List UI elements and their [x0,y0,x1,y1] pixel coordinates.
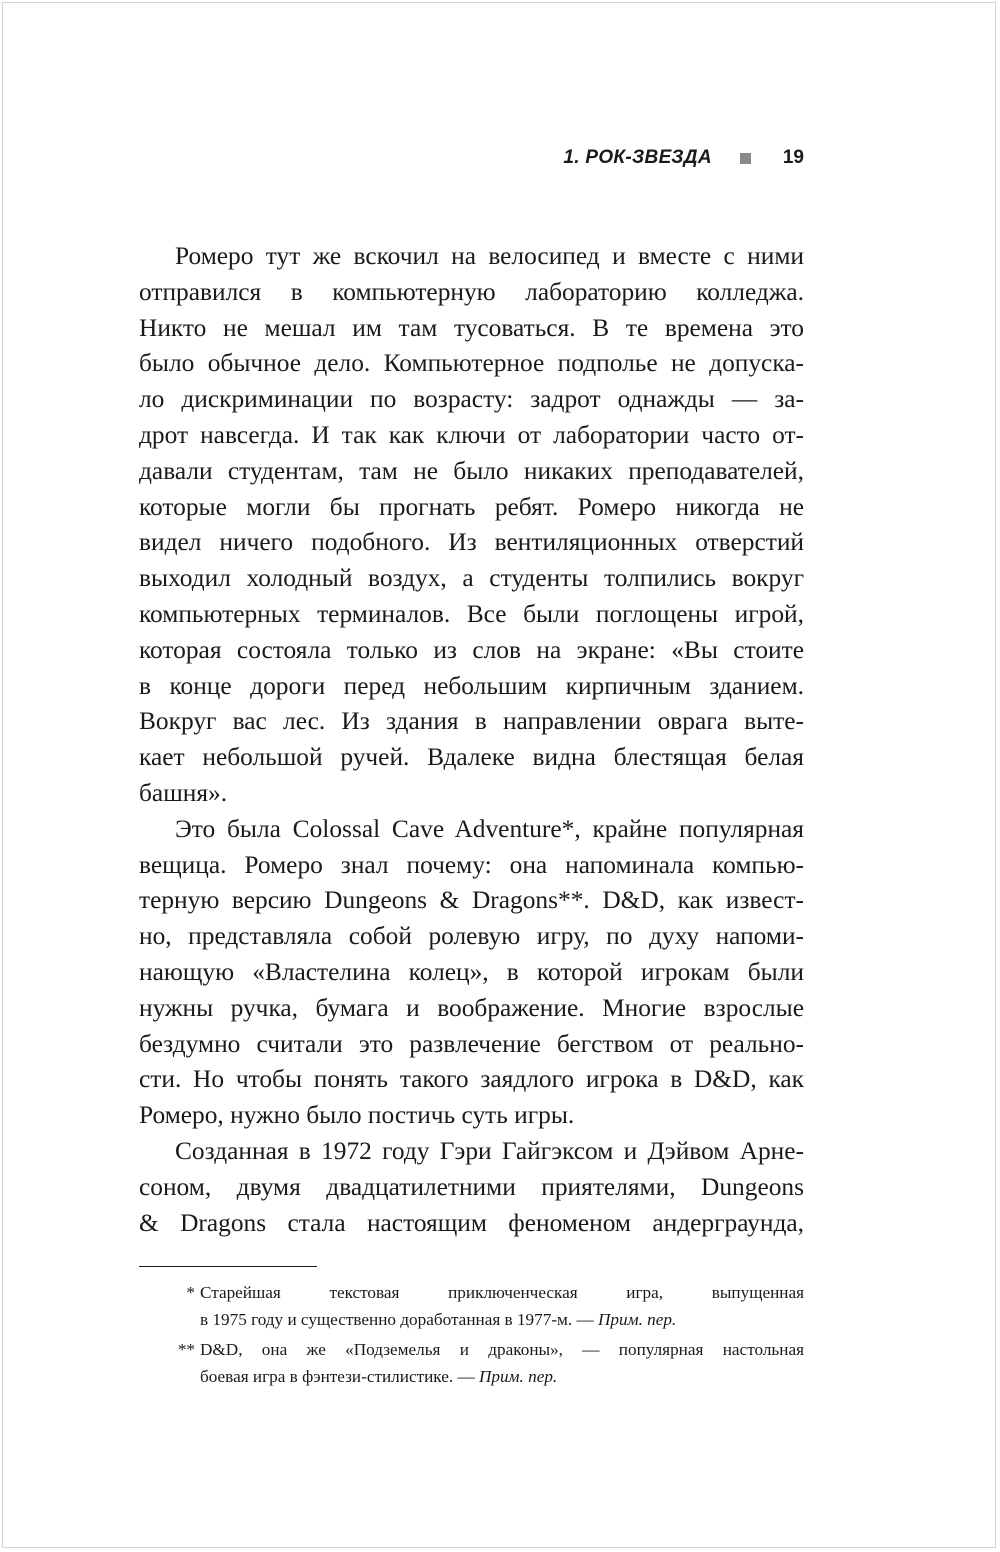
text-line: дрот навсегда. И так как ключи от лаборатории часто от- [139,420,804,449]
footnote-line [200,1363,804,1390]
text-line: отправился в компьютерную лабораторию колледжа. [139,277,804,306]
running-head [563,146,804,170]
footnote-line [200,1306,804,1333]
text-line: бездумно считали это развлечение бегством от реально- [139,1029,804,1058]
page-number: 19 [782,147,804,168]
main-text [139,239,804,1241]
footnote-line: Старейшая текстовая приключенческая игра, выпущенная [200,1283,804,1302]
text-line: давали студентам, там не было никаких преподавателей, [139,456,804,485]
text-line: в конце дороги перед небольшим кирпичным зданием. [139,671,804,700]
text-line: Вокруг вас лес. Из здания в направлении оврага выте- [139,707,804,736]
text-line: терную версию Dungeons & Dragons**. D&D, как извест- [139,886,804,915]
footnote-marker: ** [177,1340,195,1359]
text-line: сти. Но чтобы понять такого заядлого игрока в D&D, как [139,1065,804,1094]
translator-note: Прим. пер. [478,1367,558,1386]
footnote-divider [139,1266,317,1267]
text-line: выходил холодный воздух, а студенты толпились вокруг [139,564,804,593]
text-line: Это была Colossal Cave Adventure*, крайне популярная [175,814,804,843]
text-line: видел ничего подобного. Из вентиляционных отверстий [139,528,804,557]
text-line: ло дискриминации по возрасту: задрот однажды — за- [139,385,804,414]
text-line: которые могли бы прогнать ребят. Ромеро никогда не [139,492,804,521]
text-line: было обычное дело. Компьютерное подполье не допуска- [139,349,804,378]
text-line: нающую «Властелина колец», в которой игрокам были [139,957,804,986]
footnote-marker: * [186,1283,195,1302]
footnote-text: боевая игра в фэнтези-стилистике. — [200,1367,475,1386]
footnotes [139,1279,804,1390]
text-line: компьютерных терминалов. Все были поглощены игрой, [139,599,804,628]
footnote-text: в 1975 году и существенно доработанная в 1977-м. — [200,1310,594,1329]
text-line: кает небольшой ручей. Вдалеке видна блестящая белая [139,743,804,772]
text-line: & Dragons стала настоящим феноменом андерграунда, [139,1208,804,1237]
text-line: нужны ручка, бумага и воображение. Многие взрослые [139,993,804,1022]
text-line: Ромеро, нужно было постичь суть игры. [139,1101,575,1130]
text-line: которая состояла только из слов на экране: «Вы стоите [139,635,804,664]
text-line: соном, двумя двадцатилетними приятелями, Dungeons [139,1172,804,1201]
footnote-line: D&D, она же «Подземелья и драконы», — популярная настольная [200,1340,804,1359]
footnote [139,1279,804,1333]
chapter-title: 1. РОК-ЗВЕЗДА [563,147,712,168]
translator-note: Прим. пер. [598,1310,677,1329]
footnote [139,1336,804,1390]
separator-square-icon [740,153,751,164]
text-line: Никто не мешал им там тусоваться. В те времена это [139,313,804,342]
text-line: башня». [139,778,228,807]
text-line: Ромеро тут же вскочил на велосипед и вместе с ними [175,242,804,270]
text-line: вещица. Ромеро знал почему: она напоминала компью- [139,850,804,879]
text-line: но, представляла собой ролевую игру, по духу напоми- [139,922,804,951]
text-line: Созданная в 1972 году Гэри Гайгэксом и Дэйвом Арне- [175,1136,804,1165]
